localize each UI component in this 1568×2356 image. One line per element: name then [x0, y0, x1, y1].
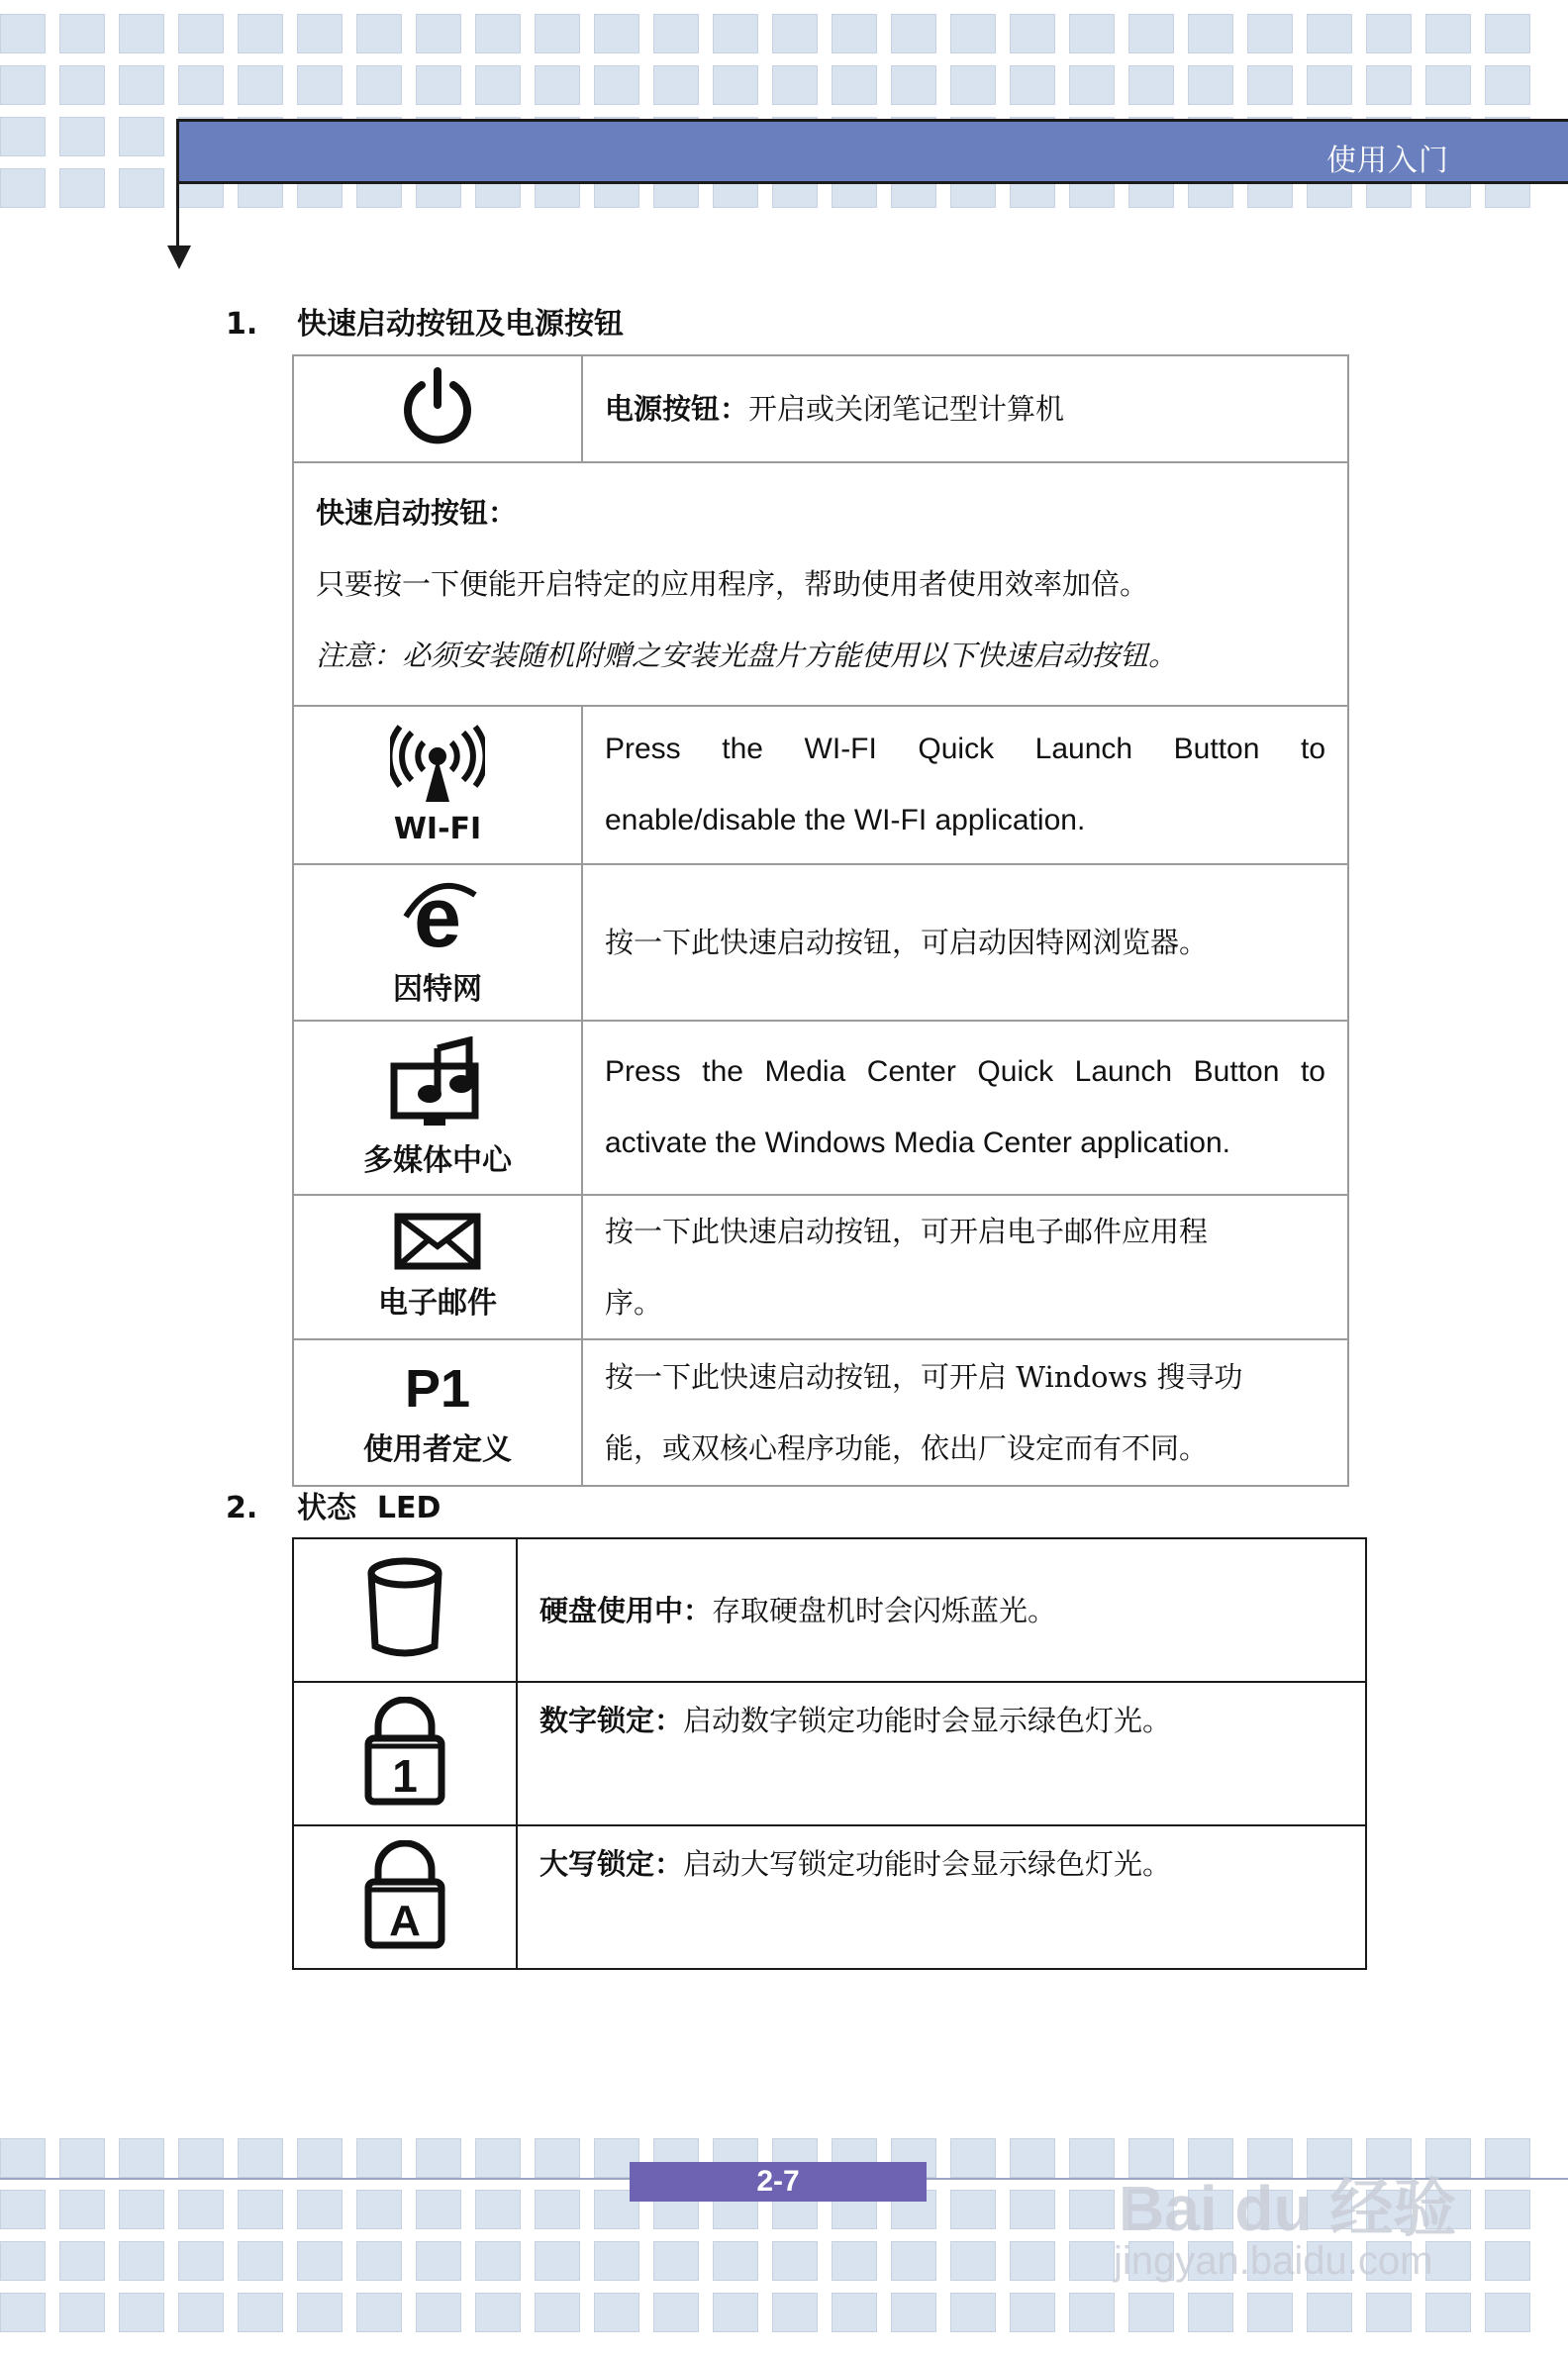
- decorative-tile: [832, 2293, 877, 2332]
- decorative-tile: [653, 2293, 699, 2332]
- decorative-tile: [1128, 14, 1174, 53]
- decorative-tile: [238, 2138, 283, 2178]
- decorative-tile: [1485, 2138, 1530, 2178]
- decorative-tile: [297, 2293, 343, 2332]
- wifi-label: WI-FI: [393, 811, 482, 846]
- decorative-tile: [1188, 14, 1233, 53]
- decorative-tile: [594, 14, 639, 53]
- decorative-tile: [475, 65, 521, 105]
- decorative-tile: [1069, 2138, 1115, 2178]
- decorative-tile: [59, 2293, 105, 2332]
- header-vertical-line: [176, 119, 179, 247]
- decorative-tile: [1247, 65, 1293, 105]
- decorative-tile: [238, 2190, 283, 2229]
- decorative-tile: [1366, 14, 1412, 53]
- decorative-tile: [356, 2293, 402, 2332]
- watermark-brand: Bai du 经验: [1119, 2173, 1457, 2244]
- status-led-table: [292, 1537, 1367, 1970]
- decorative-tile: [1010, 65, 1055, 105]
- media-center-icon: [388, 1036, 487, 1128]
- caps-lock-icon: [362, 1840, 447, 1951]
- table-row: [293, 1021, 1348, 1195]
- decorative-tile: [475, 2241, 521, 2281]
- decorative-tile: [416, 2241, 461, 2281]
- section2-title: 2. 状态 LED: [226, 1491, 441, 1525]
- section1-title: 1. 快速启动按钮及电源按钮: [226, 307, 624, 342]
- email-cell: [293, 1195, 582, 1339]
- table-row: [293, 1682, 1366, 1825]
- decorative-tile: [535, 2190, 580, 2229]
- decorative-tile: [356, 14, 402, 53]
- decorative-tile: [1128, 65, 1174, 105]
- internet-explorer-icon: [396, 877, 479, 956]
- decorative-tile: [713, 2241, 758, 2281]
- decorative-tile: [1010, 14, 1055, 53]
- decorative-tile: [119, 2138, 164, 2178]
- decorative-tile: [1010, 2138, 1055, 2178]
- decorative-tile: [950, 2241, 996, 2281]
- svg-text:A: A: [389, 1896, 421, 1945]
- decorative-tile: [475, 14, 521, 53]
- table-row: [293, 706, 1348, 864]
- decorative-tile: [1069, 65, 1115, 105]
- internet-description: 按一下此快速启动按钮，可启动因特网浏览器。: [582, 864, 1348, 1021]
- decorative-tile: [178, 65, 224, 105]
- power-icon: [396, 365, 479, 448]
- decorative-tile: [297, 2138, 343, 2178]
- decorative-tile: [416, 2293, 461, 2332]
- email-description: 按一下此快速启动按钮，可开启电子邮件应用程 序。: [582, 1195, 1348, 1339]
- decorative-tile: [297, 14, 343, 53]
- decorative-tile: [950, 2190, 996, 2229]
- decorative-tile: [772, 2241, 818, 2281]
- decorative-tile: [119, 2190, 164, 2229]
- quick-launch-table: [292, 354, 1349, 1487]
- decorative-tile: [772, 65, 818, 105]
- header-title: 使用入门: [1326, 144, 1449, 178]
- decorative-tile: [1485, 2241, 1530, 2281]
- down-arrow-icon: [167, 245, 191, 269]
- decorative-tile: [1069, 2190, 1115, 2229]
- decorative-tile: [950, 2138, 996, 2178]
- media-center-description: Press the Media Center Quick Launch Button to activate the Windows Media Center application.: [582, 1021, 1348, 1195]
- decorative-tile: [59, 2190, 105, 2229]
- decorative-tile: [178, 2293, 224, 2332]
- decorative-tile: [1366, 65, 1412, 105]
- table-row: [293, 864, 1348, 1021]
- decorative-tile: [119, 168, 164, 208]
- decorative-tile: [1010, 2241, 1055, 2281]
- power-icon-cell: [293, 355, 582, 462]
- decorative-tile: [713, 65, 758, 105]
- table-row: [293, 1339, 1348, 1486]
- decorative-tile: [594, 65, 639, 105]
- decorative-tile: [653, 2241, 699, 2281]
- decorative-tile: [1485, 65, 1530, 105]
- decorative-tile: [1307, 65, 1352, 105]
- internet-label: 因特网: [393, 972, 482, 1007]
- decorative-tile: [356, 65, 402, 105]
- decorative-tile: [119, 117, 164, 156]
- decorative-tile: [59, 168, 105, 208]
- decorative-tile: [59, 2138, 105, 2178]
- decorative-tile: [1425, 14, 1471, 53]
- decorative-tile: [1069, 14, 1115, 53]
- decorative-tile: [594, 2293, 639, 2332]
- decorative-tile: [832, 65, 877, 105]
- email-icon: [394, 1213, 481, 1270]
- wifi-cell: [293, 706, 582, 864]
- decorative-tile: [297, 65, 343, 105]
- decorative-tile: [119, 14, 164, 53]
- decorative-tile: [713, 14, 758, 53]
- internet-cell: [293, 864, 582, 1021]
- decorative-tile: [416, 65, 461, 105]
- decorative-tile: [238, 65, 283, 105]
- decorative-tile: [535, 2293, 580, 2332]
- decorative-tile: [416, 14, 461, 53]
- decorative-tile: [356, 2241, 402, 2281]
- decorative-tile: [891, 65, 936, 105]
- decorative-tile: [119, 65, 164, 105]
- decorative-tile: [1128, 2293, 1174, 2332]
- decorative-tile: [297, 2190, 343, 2229]
- num-lock-icon: [362, 1697, 447, 1808]
- decorative-tile: [0, 14, 46, 53]
- num-lock-cell: [293, 1682, 517, 1825]
- decorative-tile: [535, 65, 580, 105]
- wifi-description: Press the WI-FI Quick Launch Button to enable/disable the WI-FI application.: [582, 706, 1348, 864]
- decorative-tile: [1188, 65, 1233, 105]
- decorative-tile: [238, 2241, 283, 2281]
- decorative-tile: [0, 2138, 46, 2178]
- decorative-tile: [416, 2138, 461, 2178]
- media-center-cell: [293, 1021, 582, 1195]
- hard-disk-description: 硬盘使用中：存取硬盘机时会闪烁蓝光。: [517, 1538, 1366, 1682]
- decorative-tile: [1188, 2293, 1233, 2332]
- table-row: [293, 462, 1348, 706]
- watermark-url: jingyan.baidu.com: [1114, 2239, 1433, 2283]
- table-row: [293, 1825, 1366, 1969]
- svg-text:1: 1: [392, 1749, 418, 1802]
- decorative-tile: [1485, 14, 1530, 53]
- decorative-tile: [0, 2241, 46, 2281]
- decorative-tile: [1307, 2293, 1352, 2332]
- decorative-tile: [1366, 2293, 1412, 2332]
- header-bar: [176, 119, 1568, 184]
- decorative-tile: [653, 65, 699, 105]
- decorative-tile: [356, 2190, 402, 2229]
- caps-lock-cell: [293, 1825, 517, 1969]
- decorative-tile: [238, 2293, 283, 2332]
- decorative-tile: [0, 117, 46, 156]
- decorative-tile: [475, 2138, 521, 2178]
- decorative-tile: [950, 2293, 996, 2332]
- decorative-tile: [950, 14, 996, 53]
- power-description: 电源按钮：开启或关闭笔记型计算机: [582, 355, 1348, 462]
- table-row: [293, 1195, 1348, 1339]
- decorative-tile: [535, 2138, 580, 2178]
- hard-disk-icon: [365, 1557, 444, 1660]
- decorative-tile: [178, 14, 224, 53]
- p1-cell: [293, 1339, 582, 1486]
- decorative-tile: [178, 2241, 224, 2281]
- decorative-tile: [772, 2293, 818, 2332]
- p1-description: 按一下此快速启动按钮，可开启 Windows 搜寻功 能，或双核心程序功能，依出厂设定而有不同。: [582, 1339, 1348, 1486]
- decorative-tile: [1307, 14, 1352, 53]
- email-label: 电子邮件: [378, 1286, 497, 1321]
- decorative-tile: [356, 2138, 402, 2178]
- decorative-tile: [594, 2241, 639, 2281]
- table-row: [293, 1538, 1366, 1682]
- decorative-tile: [772, 14, 818, 53]
- decorative-tile: [891, 2293, 936, 2332]
- decorative-tile: [1069, 2293, 1115, 2332]
- decorative-tile: [178, 2190, 224, 2229]
- decorative-tile: [832, 14, 877, 53]
- caps-lock-description: 大写锁定：启动大写锁定功能时会显示绿色灯光。: [517, 1825, 1366, 1969]
- decorative-tile: [535, 14, 580, 53]
- decorative-tile: [238, 14, 283, 53]
- decorative-tile: [59, 65, 105, 105]
- decorative-tile: [1247, 2293, 1293, 2332]
- decorative-tile: [1010, 2293, 1055, 2332]
- decorative-tile: [1010, 2190, 1055, 2229]
- decorative-tile: [1247, 14, 1293, 53]
- wifi-icon: [390, 725, 485, 804]
- decorative-tile: [950, 65, 996, 105]
- decorative-tile: [1485, 2293, 1530, 2332]
- decorative-tile: [475, 2190, 521, 2229]
- media-center-label: 多媒体中心: [363, 1143, 512, 1178]
- decorative-tile: [59, 117, 105, 156]
- decorative-tile: [535, 2241, 580, 2281]
- decorative-tile: [1069, 2241, 1115, 2281]
- decorative-tile: [475, 2293, 521, 2332]
- decorative-tile: [178, 2138, 224, 2178]
- decorative-tile: [832, 2241, 877, 2281]
- decorative-tile: [653, 14, 699, 53]
- decorative-tile: [891, 14, 936, 53]
- table-row: [293, 355, 1348, 462]
- p1-icon: P1: [404, 1359, 471, 1419]
- decorative-tile: [416, 2190, 461, 2229]
- decorative-tile: [119, 2293, 164, 2332]
- num-lock-description: 数字锁定：启动数字锁定功能时会显示绿色灯光。: [517, 1682, 1366, 1825]
- page-number: 2-7: [630, 2162, 927, 2202]
- decorative-tile: [0, 2190, 46, 2229]
- decorative-tile: [1485, 2190, 1530, 2229]
- decorative-tile: [59, 14, 105, 53]
- decorative-tile: [0, 65, 46, 105]
- hard-disk-cell: [293, 1538, 517, 1682]
- decorative-tile: [1425, 2293, 1471, 2332]
- decorative-tile: [0, 168, 46, 208]
- decorative-tile: [59, 2241, 105, 2281]
- decorative-tile: [891, 2241, 936, 2281]
- quick-launch-intro: 快速启动按钮： 只要按一下便能开启特定的应用程序，帮助使用者使用效率加倍。 注意：必须安装随机附赠之安装光盘片方能使用以下快速启动按钮。: [293, 462, 1348, 706]
- decorative-tile: [297, 2241, 343, 2281]
- svg-text:e: e: [414, 877, 461, 956]
- decorative-tile: [713, 2293, 758, 2332]
- decorative-tile: [0, 2293, 46, 2332]
- decorative-tile: [1425, 65, 1471, 105]
- p1-label: 使用者定义: [363, 1432, 512, 1467]
- decorative-tile: [119, 2241, 164, 2281]
